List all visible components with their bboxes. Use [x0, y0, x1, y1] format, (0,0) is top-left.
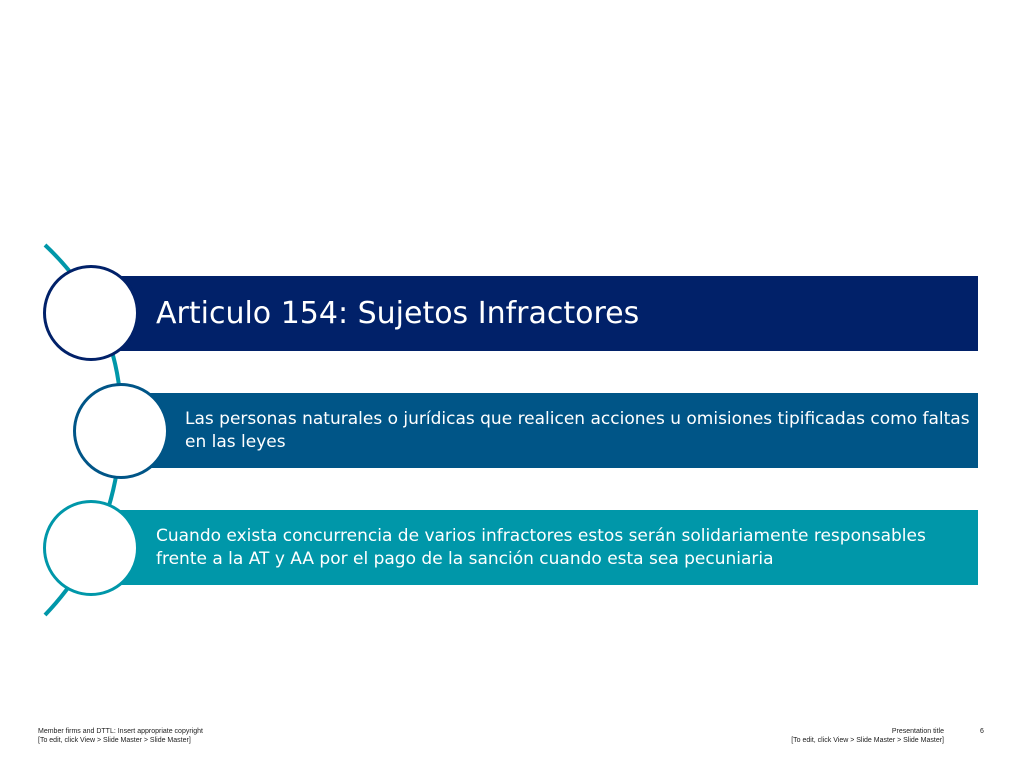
circle-marker-2 [73, 383, 169, 479]
item-band-2 [140, 393, 978, 468]
circle-marker-3 [43, 500, 139, 596]
circle-marker-1 [43, 265, 139, 361]
footer-presentation-edit: [To edit, click View > Slide Master > Slide Master] [791, 737, 944, 744]
title-band [110, 276, 978, 351]
item-band-3 [110, 510, 978, 585]
page-number: 6 [980, 728, 984, 735]
footer-copyright-line2: [To edit, click View > Slide Master > Slide Master] [38, 737, 191, 744]
footer-copyright-line1: Member firms and DTTL: Insert appropriate copyright [38, 728, 203, 735]
item-3-text: Cuando exista concurrencia de varios infractores estos serán solidariamente responsables frente a la AT y AA por el pago de la sanción cuando esta sea pecuniaria [156, 525, 926, 569]
footer-copyright [38, 727, 203, 745]
item-2-text: Las personas naturales o jurídicas que realicen acciones u omisiones tipificadas como faltas en las leyes [185, 408, 970, 452]
slide-title: Articulo 154: Sujetos Infractores [156, 296, 640, 331]
footer-presentation [791, 727, 944, 745]
footer-presentation-title: Presentation title [891, 728, 944, 735]
